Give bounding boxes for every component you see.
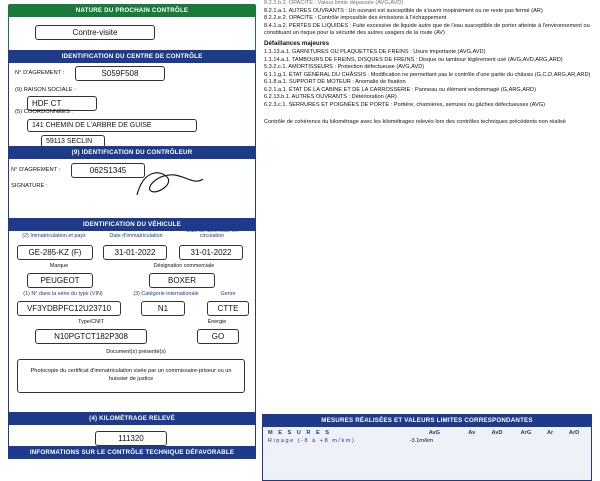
defects-title: Défaillances majeures [264, 39, 330, 47]
center-agreement-value: S059F508 [75, 66, 165, 81]
vehicle-brand-value: PEUGEOT [27, 273, 93, 288]
mileage-header: (4) KILOMÉTRAGE RELEVÉ [8, 412, 256, 425]
vehicle-category-value: N1 [141, 301, 185, 316]
controller-agreement-value: 062S1345 [71, 163, 145, 178]
vehicle-brand-label: Marque [49, 262, 69, 269]
vehicle-vin-label: (1) N° dans la série du type (VIN) [23, 290, 103, 297]
measures-col-6: ArD [568, 429, 580, 436]
next-control-panel [8, 4, 256, 55]
defect-top-line: 8.2.2.e.2. OPACITÉ : Contrôle impossible des émissions à l'échappement [264, 15, 447, 22]
defect-line: 6.1.1.g.1. ÉTAT GÉNÉRAL DU CHÂSSIS : Modification ne permettant pas le contrôle d'une partie du châssis (G,C,D,ARG,AR,ARD) [264, 71, 591, 78]
defect-top-line: 8.4.1.a.2. PERTES DE LIQUIDES : Fuite excessive de liquide autre que de l'eau susceptible de porter atteinte à l'environnement ou constituant un risque pour la sécurité des autres usagers de la route (AV) [264, 22, 590, 37]
measures-header-row [266, 429, 588, 437]
vehicle-typecnit-value: N10PGTCT182P308 [35, 329, 147, 344]
measure-value [560, 437, 588, 445]
measures-col-2: Av [468, 429, 476, 436]
vehicle-docs-label: Document(s) présenté(s) [106, 348, 166, 355]
controller-agreement-label: N° D'AGREMENT : [11, 166, 61, 173]
unfavorable-header: INFORMATIONS SUR LE CONTRÔLE TECHNIQUE DÉFAVORABLE [8, 446, 256, 459]
center-panel [8, 50, 256, 155]
measures-col-1: AvG [428, 429, 440, 436]
measure-value: -3.1m/km [409, 437, 433, 444]
defect-line: 6.1.8.a.1. SUPPORT DE MOTEUR : Anomalie de fixation [264, 79, 406, 86]
defect-line: 1.1.14.a.1. TAMBOURS DE FREINS, DISQUES DE FREINS : Disque ou tambour légèrement usé (AVG,AVD,ARG,ARD) [264, 56, 563, 63]
next-control-body [8, 17, 256, 55]
vehicle-panel [8, 218, 256, 421]
measures-body [262, 427, 592, 481]
defect-line: 6.2.1.a.1. ÉTAT DE LA CABINE ET DE LA CARROSSERIE : Panneau ou élément endommagé (G,ARG,ARD) [264, 86, 536, 93]
mileage-value: 111320 [95, 431, 167, 446]
vehicle-date-reg-label: Date d'immatriculation [109, 232, 163, 239]
controller-body [8, 159, 256, 227]
vehicle-category-label: (3) Catégorie internationale [133, 290, 199, 297]
defect-top-line: 8.2.2.b.2. OPACITÉ : Valeur limite dépassée (AVG,AVD) [264, 0, 404, 6]
defects-footer: Contrôle de cohérence du kilométrage avec les kilométrages relevés lors des contrôles techniques précédents non réalisé [264, 119, 566, 126]
controller-panel [8, 146, 256, 227]
vehicle-energy-label: Énergie [207, 318, 227, 325]
center-social-reason-value: HDF CT [27, 96, 97, 111]
measure-value [482, 437, 511, 445]
measures-table [266, 429, 588, 445]
vehicle-reg-label: (2) Immatriculation et pays [22, 232, 86, 239]
center-body [8, 63, 256, 155]
vehicle-body [8, 227, 256, 421]
vehicle-date-first-label: Date de 1ère mise en circulation [186, 227, 238, 240]
defect-top-line: 8.2.1.a.1. AUTRES OUVRANTS : Un ouvrant est susceptible de s'ouvrir inopinément ou ne reste pas fermé (AR) [264, 7, 543, 14]
vehicle-docs-value: Photocopie du certificat d'immatriculation visée par un commissaire-priseur ou un huissier de justice [17, 359, 245, 393]
measures-col-3: AvD [491, 429, 503, 436]
measure-value [512, 437, 540, 445]
vehicle-date-first-value: 31-01-2022 [179, 245, 243, 260]
center-social-reason-label: (9) RAISON SOCIALE : [15, 86, 76, 93]
signature-icon [129, 165, 209, 205]
vehicle-header: IDENTIFICATION DU VÉHICULE [8, 218, 256, 231]
measure-value [540, 437, 560, 445]
defect-line: 6.2.3.c.1. SERRURES ET POIGNÉES DE PORTE : Portière, charnières, serrures ou gâches défectueuses (AVG) [264, 101, 546, 108]
vehicle-commercial-label: Désignation commerciale [153, 262, 215, 269]
measures-col-5: Ar [547, 429, 554, 436]
center-header: IDENTIFICATION DU CENTRE DE CONTRÔLE [8, 50, 256, 63]
unfavorable-panel [8, 446, 256, 459]
vehicle-genre-value: CTTE [207, 301, 249, 316]
measures-col-0: M E S U R E S [268, 429, 331, 436]
vehicle-typecnit-label: Type/CNIT [78, 318, 104, 325]
measures-header: MESURES RÉALISÉES ET VALEURS LIMITES CORRESPONDANTES [262, 414, 592, 427]
defect-line: 6.2.13.b.1. AUTRES OUVRANTS : Détérioration (AR) [264, 94, 397, 101]
measures-panel [262, 414, 592, 481]
vehicle-date-reg-value: 31-01-2022 [103, 245, 167, 260]
defect-line: 5.3.2.c.1. AMORTISSEURS : Protection défectueuse (AVG,AVD) [264, 64, 425, 71]
defect-line: 1.1.13.a.1. GARNITURES OU PLAQUETTES DE FREINS : Usure importante (AVG,AVD) [264, 49, 486, 56]
center-coordinates-label: (5) COORDONNÉES : [15, 108, 73, 115]
controller-header: (9) IDENTIFICATION DU CONTRÔLEUR [8, 146, 256, 159]
next-control-value: Contre-visite [35, 25, 155, 40]
defects-panel [262, 0, 592, 414]
vehicle-energy-value: GO [197, 329, 239, 344]
vehicle-vin-value: VF3YDBPFC12U23710 [17, 301, 121, 316]
vehicle-commercial-value: BOXER [149, 273, 215, 288]
vehicle-genre-label: Genre [220, 290, 236, 297]
next-control-header: NATURE DU PROCHAIN CONTRÔLE [8, 4, 256, 17]
table-row [266, 437, 588, 445]
controller-signature-label: SIGNATURE : [11, 182, 48, 189]
center-address-line2: 59113 SECLIN [41, 135, 105, 148]
center-address-line1: 141 CHEMIN DE L'ARBRE DE GUISE [27, 119, 197, 132]
center-agreement-label: N° D'AGREMENT : [15, 69, 65, 76]
measures-col-4: ArG [520, 429, 532, 436]
measure-label: Ripage (-8 à +8 m/km) [268, 437, 356, 444]
vehicle-reg-value: GE-285-KZ (F) [17, 245, 93, 260]
measure-value [461, 437, 482, 445]
